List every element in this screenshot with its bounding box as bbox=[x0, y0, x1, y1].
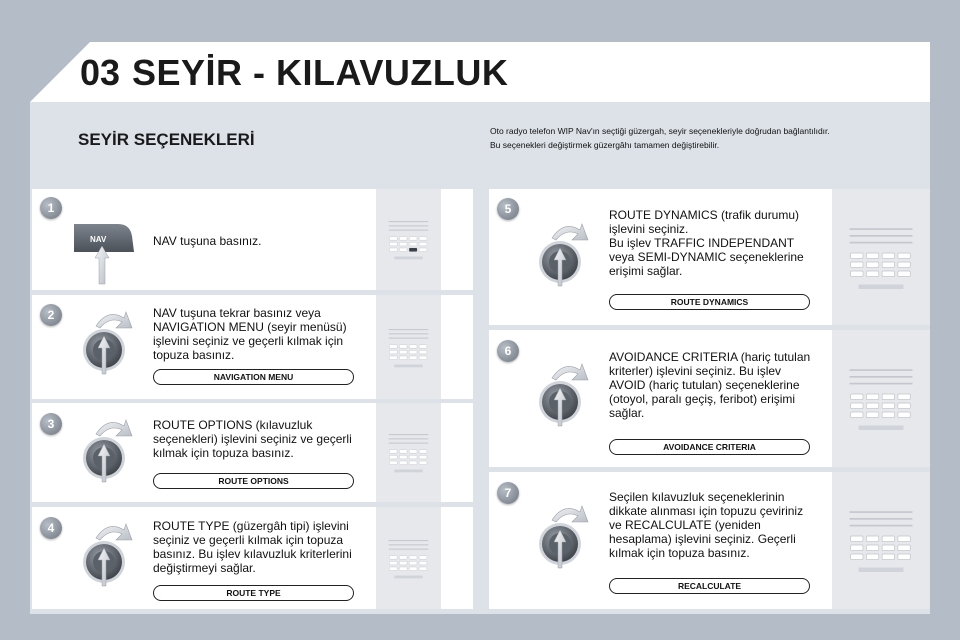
step-number-badge: 5 bbox=[497, 198, 519, 220]
section-title: SEYİR SEÇENEKLERİ bbox=[78, 130, 255, 149]
intro-line: Bu seçenekleri değiştirmek güzergâhı tamamen değiştirebilir. bbox=[490, 140, 720, 150]
instruction-line: NAV tuşuna basınız. bbox=[153, 234, 262, 248]
instruction-line: ve RECALCULATE (yeniden bbox=[609, 518, 761, 532]
step-number-badge: 4 bbox=[40, 517, 62, 539]
instruction-line: erişimi sağlar. bbox=[609, 264, 683, 278]
instruction-line: işlevini seçiniz. bbox=[609, 222, 689, 236]
instruction-line: seçenekleri) işlevini seçiniz ve geçerli bbox=[153, 432, 352, 446]
step-instruction bbox=[609, 208, 804, 278]
instruction-line: seçiniz ve geçerli kılmak için topuza bbox=[153, 533, 344, 547]
radio-panel-icon bbox=[380, 427, 437, 483]
step-number-badge: 7 bbox=[497, 482, 519, 504]
menu-option-button: RECALCULATE bbox=[609, 578, 810, 594]
instruction-line: ROUTE OPTIONS (kılavuzluk bbox=[153, 418, 313, 432]
instruction-line: AVOIDANCE CRITERIA (hariç tutulan bbox=[609, 350, 811, 364]
radio-panel-icon bbox=[836, 500, 926, 586]
instruction-line: NAVIGATION MENU (seyir menüsü) bbox=[153, 320, 347, 334]
rotary-knob-icon bbox=[78, 414, 138, 491]
menu-option-button: ROUTE TYPE bbox=[153, 585, 354, 601]
instruction-line: ROUTE DYNAMICS (trafik durumu) bbox=[609, 208, 800, 222]
instruction-line: (otoyol, paralı geçiş, feribot) erişimi bbox=[609, 392, 796, 406]
step-number-badge: 2 bbox=[40, 304, 62, 326]
section-intro bbox=[490, 124, 910, 152]
svg-text:NAV: NAV bbox=[90, 235, 107, 244]
instruction-line: dikkate alınması için topuzu çeviriniz bbox=[609, 504, 804, 518]
instruction-line: kriterler) işlevini seçiniz. Bu işlev bbox=[609, 364, 782, 378]
chapter-number: 03 bbox=[80, 52, 121, 93]
radio-panel-icon bbox=[380, 533, 437, 589]
instruction-line: sağlar. bbox=[609, 406, 645, 420]
step-instruction bbox=[153, 418, 352, 460]
step-instruction bbox=[153, 519, 352, 575]
instruction-line: basınız. Bu işlev kılavuzluk kriterlerini bbox=[153, 547, 352, 561]
instruction-line: AVOID (hariç tutulan) seçeneklerine bbox=[609, 378, 800, 392]
step-number-badge: 6 bbox=[497, 340, 519, 362]
menu-option-button: ROUTE DYNAMICS bbox=[609, 294, 810, 310]
instruction-line: ROUTE TYPE (güzergâh tipi) işlevini bbox=[153, 519, 349, 533]
instruction-line: değiştirmeyi sağlar. bbox=[153, 561, 256, 575]
instruction-line: Seçilen kılavuzluk seçeneklerinin bbox=[609, 490, 785, 504]
step-number-badge: 1 bbox=[40, 197, 62, 219]
menu-option-button: ROUTE OPTIONS bbox=[153, 473, 354, 489]
step-instruction bbox=[609, 350, 810, 420]
step-instruction bbox=[153, 306, 347, 362]
step-instruction bbox=[153, 234, 262, 248]
menu-option-button: NAVIGATION MENU bbox=[153, 369, 354, 385]
nav-key-icon bbox=[72, 222, 144, 291]
radio-panel-icon bbox=[380, 322, 437, 378]
rotary-knob-icon bbox=[78, 518, 138, 595]
instruction-line: NAV tuşuna tekrar basınız veya bbox=[153, 306, 321, 320]
intro-line: Oto radyo telefon WIP Nav'ın seçtiği güzergah, seyir seçenekleriyle doğrudan bağlantılıdır. bbox=[490, 126, 830, 136]
radio-panel-icon bbox=[836, 358, 926, 444]
radio-panel-icon bbox=[380, 214, 437, 270]
instruction-line: kılmak için topuza basınız. bbox=[153, 446, 294, 460]
instruction-line: hesaplama) işlevini seçiniz. Geçerli bbox=[609, 532, 796, 546]
menu-option-button: AVOIDANCE CRITERIA bbox=[609, 439, 810, 455]
rotary-knob-icon bbox=[534, 500, 594, 577]
rotary-knob-icon bbox=[534, 358, 594, 435]
step-number-badge: 3 bbox=[40, 413, 62, 435]
rotary-knob-icon bbox=[78, 306, 138, 383]
rotary-knob-icon bbox=[534, 218, 594, 295]
instruction-line: topuza basınız. bbox=[153, 348, 235, 362]
instruction-line: veya SEMI-DYNAMIC seçeneklerine bbox=[609, 250, 804, 264]
instruction-line: kılmak için topuza basınız. bbox=[609, 546, 750, 560]
instruction-line: işlevini seçiniz ve geçerli kılmak için bbox=[153, 334, 344, 348]
instruction-line: Bu işlev TRAFFIC INDEPENDANT bbox=[609, 236, 795, 250]
step-instruction bbox=[609, 490, 803, 560]
radio-panel-icon bbox=[836, 217, 926, 303]
page-title: SEYİR - KILAVUZLUK bbox=[132, 52, 509, 93]
